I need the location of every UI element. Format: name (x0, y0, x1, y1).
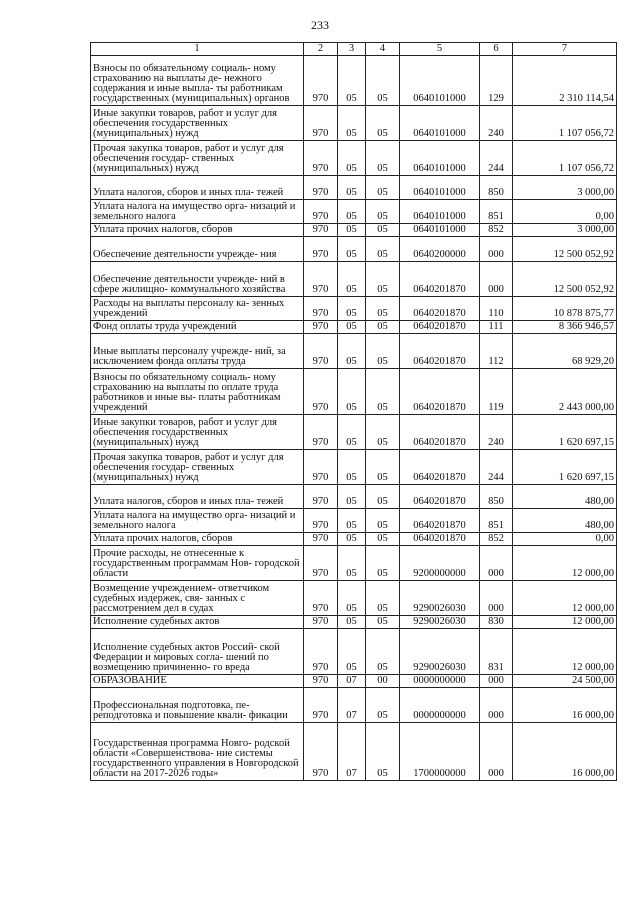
row-subsection-code: 05 (366, 141, 400, 176)
row-section-code: 05 (338, 262, 366, 297)
row-target-code: 0640201870 (400, 415, 480, 450)
table-row (91, 334, 617, 369)
row-name-cell: Уплата налога на имущество орга- низаций и земельного налога (91, 509, 304, 533)
row-admin-code: 970 (304, 450, 338, 485)
row-target-code: 9200000000 (400, 546, 480, 581)
row-target-code: 0640101000 (400, 141, 480, 176)
row-section-code: 05 (338, 629, 366, 675)
row-amount: 2 310 114,54 (513, 56, 617, 106)
row-admin-code: 970 (304, 509, 338, 533)
row-target-code: 0640201870 (400, 509, 480, 533)
row-expense-type-code: 851 (480, 509, 513, 533)
row-admin-code: 970 (304, 533, 338, 546)
table-row (91, 321, 617, 334)
row-subsection-code: 05 (366, 581, 400, 616)
row-subsection-code: 05 (366, 688, 400, 723)
row-subsection-code: 05 (366, 176, 400, 200)
row-admin-code: 970 (304, 369, 338, 415)
row-name-cell: Иные закупки товаров, работ и услуг для обеспечения государственных (муниципальных) нужд (91, 106, 304, 141)
row-name-cell: Прочие расходы, не отнесенные к государственным программам Нов- городской области (91, 546, 304, 581)
row-name-cell: Обеспечение деятельности учрежде- ния (91, 237, 304, 262)
row-target-code: 0640101000 (400, 224, 480, 237)
row-subsection-code: 05 (366, 629, 400, 675)
table-body (91, 56, 617, 781)
row-amount: 480,00 (513, 485, 617, 509)
row-amount: 12 000,00 (513, 616, 617, 629)
table-row (91, 106, 617, 141)
row-name-cell: Уплата налогов, сборов и иных пла- тежей (91, 485, 304, 509)
row-expense-type-code: 000 (480, 723, 513, 781)
row-amount: 24 500,00 (513, 675, 617, 688)
row-section-code: 05 (338, 321, 366, 334)
row-amount: 2 443 000,00 (513, 369, 617, 415)
row-name-cell: Возмещение учреждением- ответчиком судебных издержек, свя- занных с рассмотрением дел в судах (91, 581, 304, 616)
row-admin-code: 970 (304, 415, 338, 450)
row-target-code: 0640201870 (400, 321, 480, 334)
row-expense-type-code: 852 (480, 533, 513, 546)
row-amount: 68 929,20 (513, 334, 617, 369)
row-section-code: 07 (338, 675, 366, 688)
row-expense-type-code: 850 (480, 485, 513, 509)
row-expense-type-code: 244 (480, 450, 513, 485)
row-expense-type-code: 112 (480, 334, 513, 369)
row-amount: 16 000,00 (513, 688, 617, 723)
row-expense-type-code: 000 (480, 581, 513, 616)
row-section-code: 05 (338, 485, 366, 509)
row-target-code: 0640101000 (400, 200, 480, 224)
row-subsection-code: 05 (366, 106, 400, 141)
row-target-code: 0640201870 (400, 334, 480, 369)
row-section-code: 05 (338, 200, 366, 224)
row-subsection-code: 05 (366, 334, 400, 369)
row-target-code: 9290026030 (400, 616, 480, 629)
row-target-code: 0640101000 (400, 176, 480, 200)
table-row (91, 237, 617, 262)
row-section-code: 05 (338, 546, 366, 581)
row-target-code: 0640200000 (400, 237, 480, 262)
row-target-code: 1700000000 (400, 723, 480, 781)
header-col-7: 7 (513, 43, 617, 56)
row-subsection-code: 00 (366, 675, 400, 688)
row-amount: 0,00 (513, 200, 617, 224)
row-amount: 12 000,00 (513, 546, 617, 581)
table-row (91, 629, 617, 675)
row-name-cell: Взносы по обязательному социаль- ному страхованию на выплаты по оплате труда работников и иные вы- платы работникам учреждений (91, 369, 304, 415)
row-section-code: 05 (338, 176, 366, 200)
row-target-code: 0640101000 (400, 56, 480, 106)
row-amount: 8 366 946,57 (513, 321, 617, 334)
table-row (91, 533, 617, 546)
row-section-code: 05 (338, 415, 366, 450)
row-subsection-code: 05 (366, 509, 400, 533)
row-expense-type-code: 240 (480, 415, 513, 450)
row-amount: 10 878 875,77 (513, 297, 617, 321)
row-name-cell: Иные выплаты персоналу учрежде- ний, за исключением фонда оплаты труда (91, 334, 304, 369)
row-subsection-code: 05 (366, 224, 400, 237)
row-subsection-code: 05 (366, 616, 400, 629)
row-target-code: 0000000000 (400, 675, 480, 688)
budget-table (90, 42, 617, 781)
row-amount: 12 500 052,92 (513, 237, 617, 262)
row-amount: 1 107 056,72 (513, 141, 617, 176)
row-expense-type-code: 240 (480, 106, 513, 141)
row-section-code: 05 (338, 450, 366, 485)
row-amount: 12 000,00 (513, 629, 617, 675)
row-subsection-code: 05 (366, 56, 400, 106)
row-admin-code: 970 (304, 297, 338, 321)
row-subsection-code: 05 (366, 200, 400, 224)
row-section-code: 05 (338, 509, 366, 533)
row-target-code: 0640101000 (400, 106, 480, 141)
row-name-cell: Исполнение судебных актов (91, 616, 304, 629)
row-name-cell: ОБРАЗОВАНИЕ (91, 675, 304, 688)
header-col-2: 2 (304, 43, 338, 56)
row-admin-code: 970 (304, 141, 338, 176)
row-target-code: 0640201870 (400, 262, 480, 297)
row-name-cell: Прочая закупка товаров, работ и услуг для обеспечения государ- ственных (муниципальных) нужд (91, 141, 304, 176)
row-section-code: 05 (338, 334, 366, 369)
row-amount: 3 000,00 (513, 176, 617, 200)
table-row (91, 675, 617, 688)
row-section-code: 05 (338, 581, 366, 616)
row-subsection-code: 05 (366, 237, 400, 262)
row-amount: 1 620 697,15 (513, 450, 617, 485)
row-admin-code: 970 (304, 688, 338, 723)
table-row (91, 224, 617, 237)
table-row (91, 485, 617, 509)
row-admin-code: 970 (304, 334, 338, 369)
row-name-cell: Взносы по обязательному социаль- ному страхованию на выплаты де- нежного содержания и иные выпла- ты работникам государственных (муниципальных) органов (91, 56, 304, 106)
row-name-cell: Уплата налога на имущество орга- низаций и земельного налога (91, 200, 304, 224)
row-expense-type-code: 000 (480, 688, 513, 723)
row-amount: 3 000,00 (513, 224, 617, 237)
table-row (91, 56, 617, 106)
row-section-code: 05 (338, 141, 366, 176)
table-row (91, 200, 617, 224)
row-expense-type-code: 852 (480, 224, 513, 237)
row-expense-type-code: 110 (480, 297, 513, 321)
row-admin-code: 970 (304, 629, 338, 675)
row-section-code: 05 (338, 297, 366, 321)
row-admin-code: 970 (304, 723, 338, 781)
row-admin-code: 970 (304, 616, 338, 629)
table-row (91, 450, 617, 485)
row-target-code: 9290026030 (400, 629, 480, 675)
row-subsection-code: 05 (366, 321, 400, 334)
row-section-code: 07 (338, 723, 366, 781)
table-row (91, 176, 617, 200)
table-row (91, 369, 617, 415)
row-name-cell: Расходы на выплаты персоналу ка- зенных учреждений (91, 297, 304, 321)
row-section-code: 05 (338, 106, 366, 141)
header-col-6: 6 (480, 43, 513, 56)
row-expense-type-code: 851 (480, 200, 513, 224)
row-name-cell: Прочая закупка товаров, работ и услуг для обеспечения государ- ственных (муниципальных) нужд (91, 450, 304, 485)
page-number: 233 (311, 18, 329, 32)
row-name-cell: Уплата налогов, сборов и иных пла- тежей (91, 176, 304, 200)
table-row (91, 581, 617, 616)
row-section-code: 05 (338, 616, 366, 629)
row-admin-code: 970 (304, 224, 338, 237)
row-section-code: 05 (338, 224, 366, 237)
table-row (91, 546, 617, 581)
header-col-1: 1 (91, 43, 304, 56)
table-row (91, 297, 617, 321)
row-subsection-code: 05 (366, 415, 400, 450)
row-expense-type-code: 119 (480, 369, 513, 415)
row-admin-code: 970 (304, 581, 338, 616)
row-admin-code: 970 (304, 675, 338, 688)
row-target-code: 0640201870 (400, 533, 480, 546)
row-name-cell: Иные закупки товаров, работ и услуг для обеспечения государственных (муниципальных) нужд (91, 415, 304, 450)
row-expense-type-code: 000 (480, 262, 513, 297)
row-admin-code: 970 (304, 176, 338, 200)
table-row (91, 262, 617, 297)
row-name-cell: Уплата прочих налогов, сборов (91, 533, 304, 546)
row-subsection-code: 05 (366, 485, 400, 509)
row-expense-type-code: 244 (480, 141, 513, 176)
row-target-code: 0640201870 (400, 450, 480, 485)
row-section-code: 05 (338, 237, 366, 262)
header-col-4: 4 (366, 43, 400, 56)
row-expense-type-code: 111 (480, 321, 513, 334)
row-admin-code: 970 (304, 485, 338, 509)
row-admin-code: 970 (304, 56, 338, 106)
row-expense-type-code: 000 (480, 546, 513, 581)
row-name-cell: Обеспечение деятельности учрежде- ний в сфере жилищно- коммунального хозяйства (91, 262, 304, 297)
row-section-code: 05 (338, 369, 366, 415)
row-name-cell: Уплата прочих налогов, сборов (91, 224, 304, 237)
row-section-code: 05 (338, 56, 366, 106)
table-header-row (91, 43, 617, 56)
row-admin-code: 970 (304, 200, 338, 224)
row-target-code: 0640201870 (400, 297, 480, 321)
table-row (91, 616, 617, 629)
row-target-code: 0640201870 (400, 485, 480, 509)
row-expense-type-code: 000 (480, 237, 513, 262)
row-admin-code: 970 (304, 321, 338, 334)
row-amount: 0,00 (513, 533, 617, 546)
row-subsection-code: 05 (366, 369, 400, 415)
row-amount: 12 500 052,92 (513, 262, 617, 297)
row-amount: 12 000,00 (513, 581, 617, 616)
header-col-3: 3 (338, 43, 366, 56)
row-expense-type-code: 850 (480, 176, 513, 200)
table-row (91, 723, 617, 781)
row-target-code: 9290026030 (400, 581, 480, 616)
row-name-cell: Профессиональная подготовка, пе- реподготовка и повышение квали- фикации (91, 688, 304, 723)
table-row (91, 415, 617, 450)
row-amount: 480,00 (513, 509, 617, 533)
row-target-code: 0000000000 (400, 688, 480, 723)
row-subsection-code: 05 (366, 450, 400, 485)
row-target-code: 0640201870 (400, 369, 480, 415)
row-subsection-code: 05 (366, 262, 400, 297)
row-amount: 1 107 056,72 (513, 106, 617, 141)
row-admin-code: 970 (304, 262, 338, 297)
row-expense-type-code: 129 (480, 56, 513, 106)
row-subsection-code: 05 (366, 297, 400, 321)
table-row (91, 141, 617, 176)
row-section-code: 05 (338, 533, 366, 546)
row-subsection-code: 05 (366, 723, 400, 781)
row-section-code: 07 (338, 688, 366, 723)
row-subsection-code: 05 (366, 533, 400, 546)
row-name-cell: Государственная программа Новго- родской области «Совершенствова- ние системы государственного управления в Новгородской области на 2017-2026 годы» (91, 723, 304, 781)
row-expense-type-code: 831 (480, 629, 513, 675)
row-name-cell: Фонд оплаты труда учреждений (91, 321, 304, 334)
row-admin-code: 970 (304, 237, 338, 262)
table-row (91, 688, 617, 723)
header-col-5: 5 (400, 43, 480, 56)
table-row (91, 509, 617, 533)
row-admin-code: 970 (304, 546, 338, 581)
row-expense-type-code: 830 (480, 616, 513, 629)
row-expense-type-code: 000 (480, 675, 513, 688)
row-name-cell: Исполнение судебных актов Россий- ской Федерации и мировых согла- шений по возмещению причиненно- го вреда (91, 629, 304, 675)
row-subsection-code: 05 (366, 546, 400, 581)
row-amount: 16 000,00 (513, 723, 617, 781)
row-admin-code: 970 (304, 106, 338, 141)
row-amount: 1 620 697,15 (513, 415, 617, 450)
